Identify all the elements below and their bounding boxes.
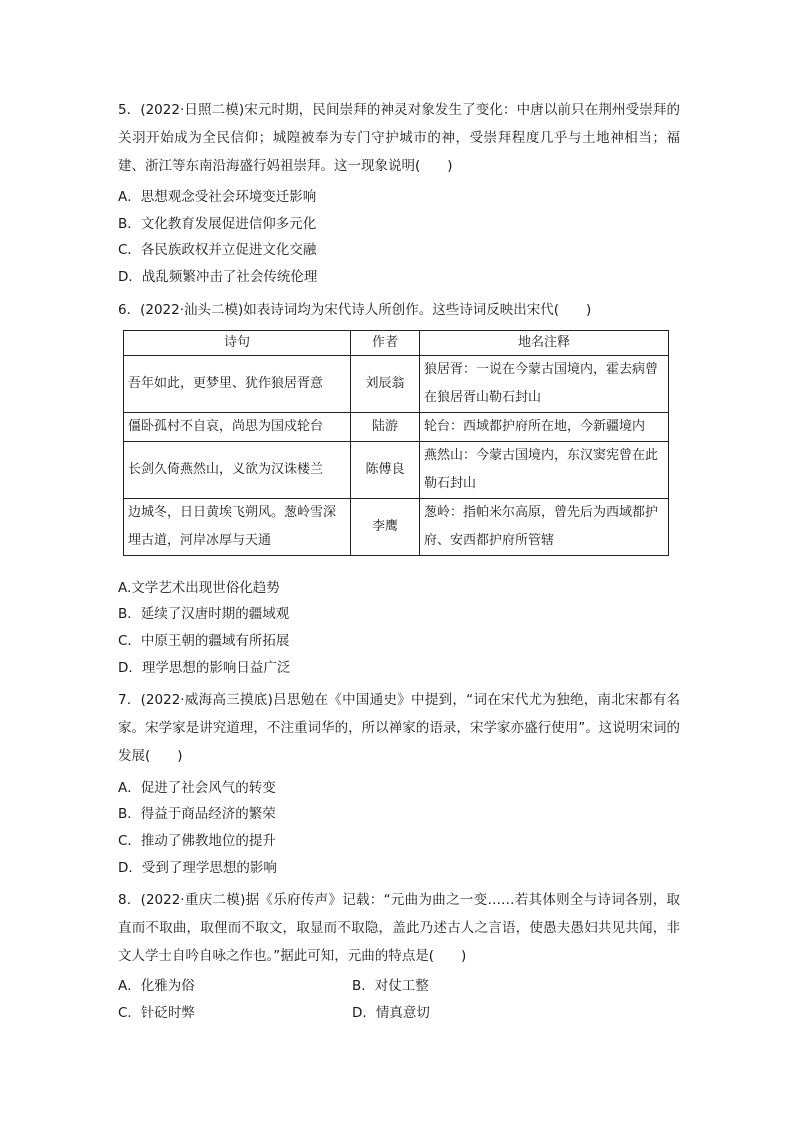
question-8-stem: 8．(2022·重庆二模)据《乐府传声》记载：“元曲为曲之一变……若其体则全与诗词各别，取直而不取曲，取俚而不取文，取显而不取隐，盖此乃述古人之言语，使愚夫愚妇共见共闻，非文人学士自吟自咏之作也。”据此可知，元曲的特点是( ): [118, 892, 680, 964]
table-cell-author: 陈傅良: [351, 442, 420, 499]
table-cell-poem: 僵卧孤村不自哀，尚思为国戍轮台: [124, 413, 351, 442]
table-cell-author: 陆游: [351, 413, 420, 442]
question-7-option-b: B．得益于商品经济的繁荣: [118, 806, 276, 822]
table-cell-note: 葱岭：指帕米尔高原，曾先后为西域都护府、安西都护府所管辖: [420, 499, 669, 556]
question-8-option-d: D．情真意切: [352, 1005, 430, 1021]
table-cell-author: 李鹰: [351, 499, 420, 556]
question-7-option-a: A．促进了社会风气的转变: [118, 780, 276, 796]
question-7-option-c: C．推动了佛教地位的提升: [118, 833, 276, 849]
question-8-option-a: A．化雅为俗: [118, 978, 195, 994]
question-6-option-a: A.文学艺术出现世俗化趋势: [118, 580, 280, 596]
table-row: [124, 413, 669, 442]
question-5-option-c: C．各民族政权并立促进文化交融: [118, 242, 317, 258]
question-8: [118, 886, 680, 970]
question-7-stem: 7．(2022·威海高三摸底)吕思勉在《中国通史》中提到，“词在宋代尤为独绝，南北宋都有名家。宋学家是讲究道理，不注重词华的，所以禅家的语录，宋学家亦盛行使用”。这说明宋词的发展( ): [118, 692, 680, 764]
table-cell-poem: 吾年如此，更梦里、犹作狼居胥意: [124, 356, 351, 413]
question-7-option-d: D．受到了理学思想的影响: [118, 860, 277, 876]
table-header-row: [124, 331, 669, 356]
question-6-option-c: C．中原王朝的疆域有所拓展: [118, 633, 290, 649]
table-cell-note: 燕然山：今蒙古国境内，东汉窦宪曾在此勒石封山: [420, 442, 669, 499]
question-5: [118, 96, 680, 180]
table-header-poem: 诗句: [124, 331, 351, 356]
table-cell-author: 刘辰翁: [351, 356, 420, 413]
table-cell-poem: 边城冬，日日黄埃飞朔风。葱岭雪深埋古道，河岸冰厚与天通: [124, 499, 351, 556]
question-8-option-b: B．对仗工整: [352, 978, 429, 994]
table-header-author: 作者: [351, 331, 420, 356]
question-6-option-d: D．理学思想的影响日益广泛: [118, 660, 291, 676]
question-8-option-c: C．针砭时弊: [118, 1005, 195, 1021]
poem-table: [123, 330, 669, 556]
question-5-stem: 5．(2022·日照二模)宋元时期，民间崇拜的神灵对象发生了变化：中唐以前只在荆州受崇拜的关羽开始成为全民信仰；城隍被奉为专门守护城市的神，受崇拜程度几乎与土地神相当；福建、浙江等东南沿海盛行妈祖崇拜。这一现象说明( ): [118, 102, 680, 174]
table-row: [124, 499, 669, 556]
question-5-option-a: A．思想观念受社会环境变迁影响: [118, 189, 317, 205]
table-row: [124, 356, 669, 413]
question-6-option-b: B．延续了汉唐时期的疆域观: [118, 606, 290, 622]
table-row: [124, 442, 669, 499]
table-cell-note: 轮台：西域都护府所在地，今新疆境内: [420, 413, 669, 442]
table-header-place-note: 地名注释: [420, 331, 669, 356]
question-6: [118, 296, 680, 324]
table-cell-poem: 长剑久倚燕然山，义欲为汉诛楼兰: [124, 442, 351, 499]
question-5-option-b: B．文化教育发展促进信仰多元化: [118, 216, 317, 232]
question-6-stem: 6．(2022·汕头二模)如表诗词均为宋代诗人所创作。这些诗词反映出宋代( ): [118, 302, 592, 318]
table-cell-note: 狼居胥：一说在今蒙古国境内，霍去病曾在狼居胥山勒石封山: [420, 356, 669, 413]
question-5-option-d: D．战乱频繁冲击了社会传统伦理: [118, 269, 318, 285]
question-7: [118, 686, 680, 770]
